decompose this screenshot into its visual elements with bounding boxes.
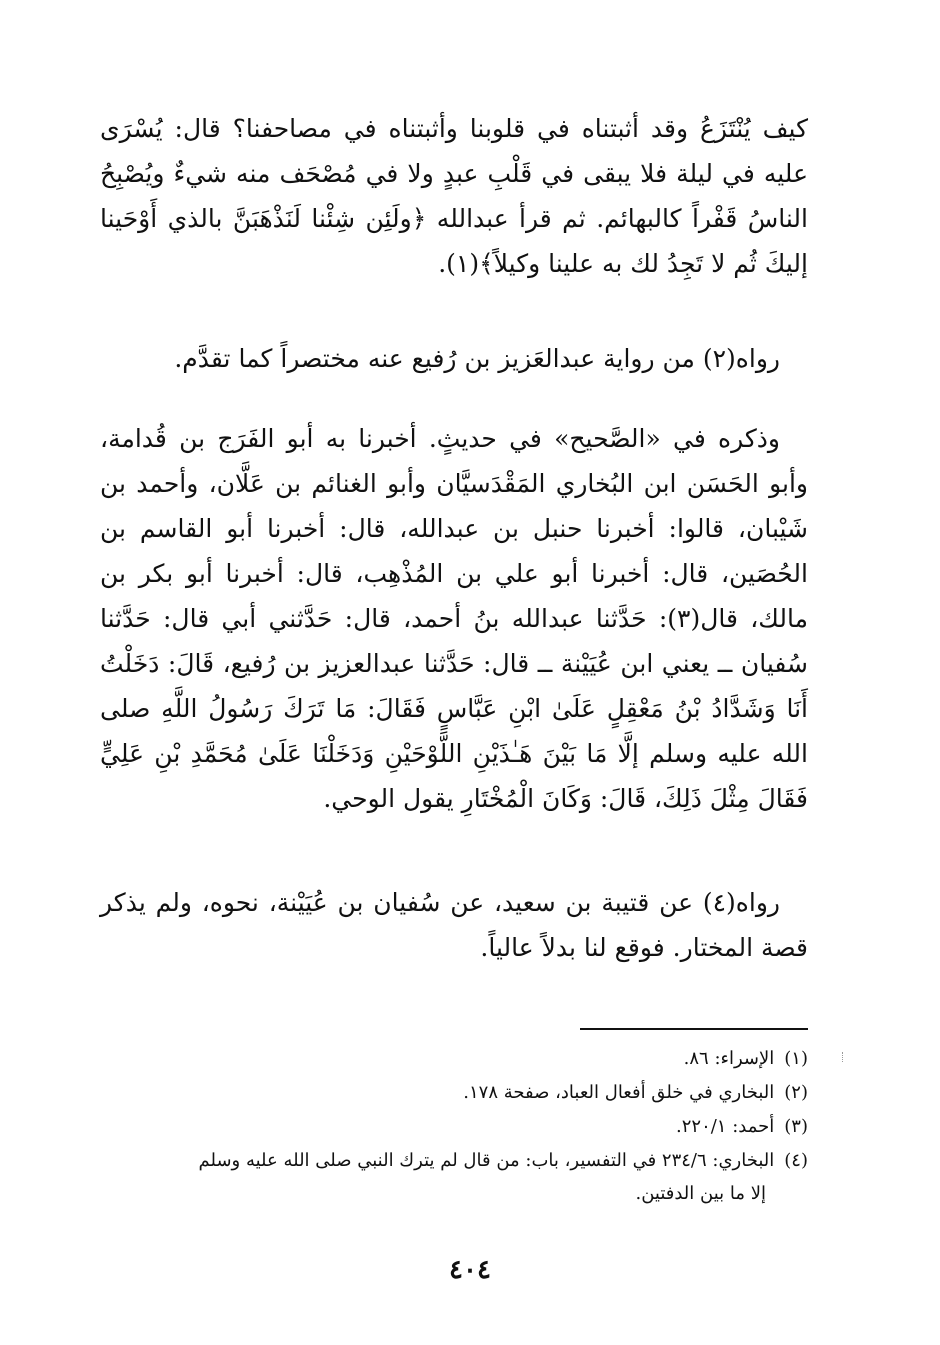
footnote-1 [110, 1042, 808, 1076]
footnote-text: البخاري في خلق أفعال العباد، صفحة ١٧٨. [463, 1082, 775, 1103]
footnote-3 [110, 1110, 808, 1144]
footnote-4 [110, 1144, 808, 1210]
footnotes [110, 1042, 808, 1210]
paragraph-continuation: كيف يُنْتَزَعُ وقد أثبتناه في قلوبنا وأثبتناه في مصاحفنا؟ قال: يُسْرَى عليه في ليلة فلا يبقى في قَلْبِ عبدٍ ولا في مُصْحَف منه شيءٌ ويُصْبِحُ الناسُ قَفْراً كالبهائم. ثم قرأ عبدالله ﴿ولَئِن شِئْنا لَنَذْهَبَنَّ بالذي أَوْحَينا إليكَ ثُم لا تَجِدُ لك به علينا وكيلاً﴾(١). [100, 114, 808, 278]
footnote-text: الإسراء: ٨٦. [683, 1048, 775, 1069]
footnote-divider [580, 1028, 808, 1030]
footnote-number: (٣) [784, 1116, 808, 1137]
footnote-text: البخاري: ٢٣٤/٦ في التفسير، باب: من قال لم يترك النبي صلى الله عليه وسلم [198, 1150, 775, 1171]
page-number: ٤٠٤ [449, 1255, 491, 1285]
footnote-continuation: إلا ما بين الدفتين. [635, 1183, 766, 1204]
footnote-number: (٤) [784, 1150, 808, 1171]
paragraph-hadith: وذكره في «الصَّحيح» في حديثٍ. أخبرنا به أبو الفَرَج بن قُدامة، وأبو الحَسَن ابن البُخاري المَقْدَسيَّان وأبو الغنائم بن عَلَّان، وأحمد بن شَيْبان، قالوا: أخبرنا حنبل بن عبدالله، قال: أخبرنا أبو القاسم بن الحُصَين، قال: أخبرنا أبو علي بن المُذْهِب، قال: أخبرنا أبو بكر بن مالك، قال(٣): حَدَّثنا عبدالله بنُ أحمد، قال: حَدَّثني أبي قال: حَدَّثنا سُفيان ــ يعني ابن عُيَيْنة ــ قال: حَدَّثنا عبدالعزيز بن رُفيع، قَالَ: دَخَلْتُ أَنَا وَشَدَّادُ بْنُ مَعْقِلٍ عَلَىٰ ابْنِ عَبَّاسٍ فَقَالَ: مَا تَرَكَ رَسُولُ اللَّهِ صلى الله عليه وسلم إلَّا مَا بَيْنَ هَـٰذَيْنِ اللَّوْحَيْنِ وَدَخَلْنَا عَلَىٰ مُحَمَّدِ بْنِ عَلِيٍّ فَقَالَ مِثْلَ ذَلِكَ، قَالَ: وَكَانَ الْمُخْتَارِ يقول الوحي. [100, 424, 808, 813]
footnote-2 [110, 1076, 808, 1110]
paragraph-riwaya-2: رواه(٤) عن قتيبة بن سعيد، عن سُفيان بن عُيَيْنة، نحوه، ولم يذكر قصة المختار. فوقع لنا بدلاً عالياً. [100, 888, 808, 962]
paragraph-riwaya-1: رواه(٢) من رواية عبدالعَزيز بن رُفيع عنه مختصراً كما تقدَّم. [174, 344, 780, 373]
margin-mark [842, 1052, 844, 1062]
footnote-number: (٢) [784, 1082, 808, 1103]
footnote-number: (١) [784, 1048, 808, 1069]
footnote-text: أحمد: ٢٢٠/١. [676, 1116, 775, 1137]
